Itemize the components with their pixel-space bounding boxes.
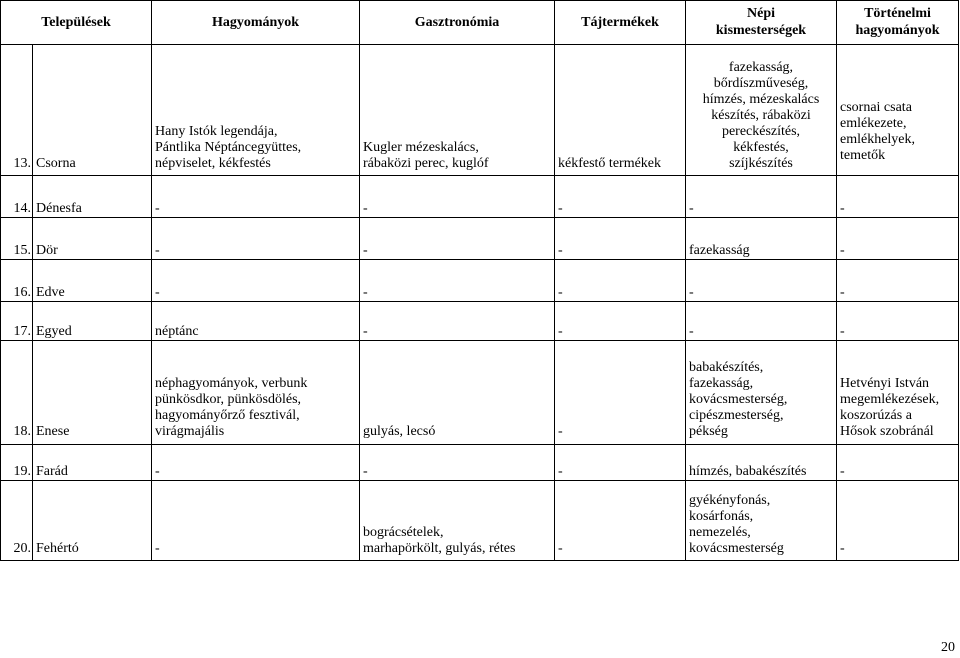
cell-tajtermekek: - [555,260,686,302]
cell-hagyomanyok: - [152,445,360,481]
page-number: 20 [941,640,955,655]
table-row [1,302,959,341]
table-row [1,341,959,445]
cell-tortenelmi: - [837,260,959,302]
table-row [1,260,959,302]
cell-gasztronomia: - [360,218,555,260]
cell-tajtermekek: - [555,302,686,341]
table-row [1,45,959,176]
header-telepulesek: Települések [1,1,152,45]
table-row [1,176,959,218]
cell-hagyomanyok: néptánc [152,302,360,341]
cell-nepi-kismestersegek: - [686,302,837,341]
header-tajtermekek: Tájtermékek [555,1,686,45]
cell-tortenelmi: - [837,176,959,218]
cell-hagyomanyok: - [152,176,360,218]
cell-tortenelmi: Hetvényi István megemlékezések, koszorúzás a Hősok szobránál [837,341,959,445]
header-hagyomanyok: Hagyományok [152,1,360,45]
cell-gasztronomia: - [360,260,555,302]
table-row [1,218,959,260]
cell-tortenelmi: - [837,481,959,561]
cell-tortenelmi: - [837,218,959,260]
cell-gasztronomia: Kugler mézeskalács, rábaközi perec, kuglóf [360,45,555,176]
cell-nepi-kismestersegek: fazekasság [686,218,837,260]
cell-gasztronomia: - [360,302,555,341]
cell-tajtermekek: - [555,481,686,561]
cell-tortenelmi: csornai csata emlékezete, emlékhelyek, temetők [837,45,959,176]
row-number: 15. [1,218,33,260]
cell-nepi-kismestersegek: - [686,260,837,302]
header-tortenelmi-hagyomanyok: Történelmi hagyományok [837,1,959,45]
cell-hagyomanyok: - [152,260,360,302]
cell-gasztronomia: gulyás, lecsó [360,341,555,445]
cell-nepi-kismestersegek: - [686,176,837,218]
settlement-name: Dör [33,218,152,260]
cell-tajtermekek: - [555,176,686,218]
cell-hagyomanyok: néphagyományok, verbunk pünkösdkor, pünkösdölés, hagyományőrző fesztivál, virágmajális [152,341,360,445]
settlement-name: Enese [33,341,152,445]
header-gasztronomia: Gasztronómia [360,1,555,45]
cell-tajtermekek: - [555,445,686,481]
cell-gasztronomia: - [360,176,555,218]
row-number: 16. [1,260,33,302]
row-number: 14. [1,176,33,218]
cell-gasztronomia: - [360,445,555,481]
table-row [1,481,959,561]
cell-nepi-kismestersegek: gyékényfonás, kosárfonás, nemezelés, kovácsmesterség [686,481,837,561]
settlement-name: Egyed [33,302,152,341]
cell-tortenelmi: - [837,302,959,341]
row-number: 18. [1,341,33,445]
header-row [1,1,959,45]
row-number: 17. [1,302,33,341]
cell-tajtermekek: - [555,218,686,260]
cell-tajtermekek: - [555,341,686,445]
cell-nepi-kismestersegek: babakészítés, fazekasság, kovácsmesterség, cipészmesterség, pékség [686,341,837,445]
cell-hagyomanyok: - [152,481,360,561]
cell-hagyomanyok: - [152,218,360,260]
table-row [1,445,959,481]
cell-gasztronomia: bográcsételek, marhapörkölt, gulyás, rétes [360,481,555,561]
settlement-name: Farád [33,445,152,481]
cell-nepi-kismestersegek: hímzés, babakészítés [686,445,837,481]
cell-hagyomanyok: Hany Istók legendája, Pántlika Néptáncegyüttes, népviselet, kékfestés [152,45,360,176]
cell-tajtermekek: kékfestő termékek [555,45,686,176]
row-number: 19. [1,445,33,481]
settlement-name: Csorna [33,45,152,176]
row-number: 13. [1,45,33,176]
settlement-name: Fehértó [33,481,152,561]
header-nepi-kismestersegek: Népi kismesterségek [686,1,837,45]
cell-nepi-kismestersegek: fazekasság, bőrdíszműveség, hímzés, mézeskalács készítés, rábaközi pereckészítés, kékfestés, szíjkészítés [686,45,837,176]
settlement-name: Edve [33,260,152,302]
settlement-name: Dénesfa [33,176,152,218]
row-number: 20. [1,481,33,561]
cell-tortenelmi: - [837,445,959,481]
